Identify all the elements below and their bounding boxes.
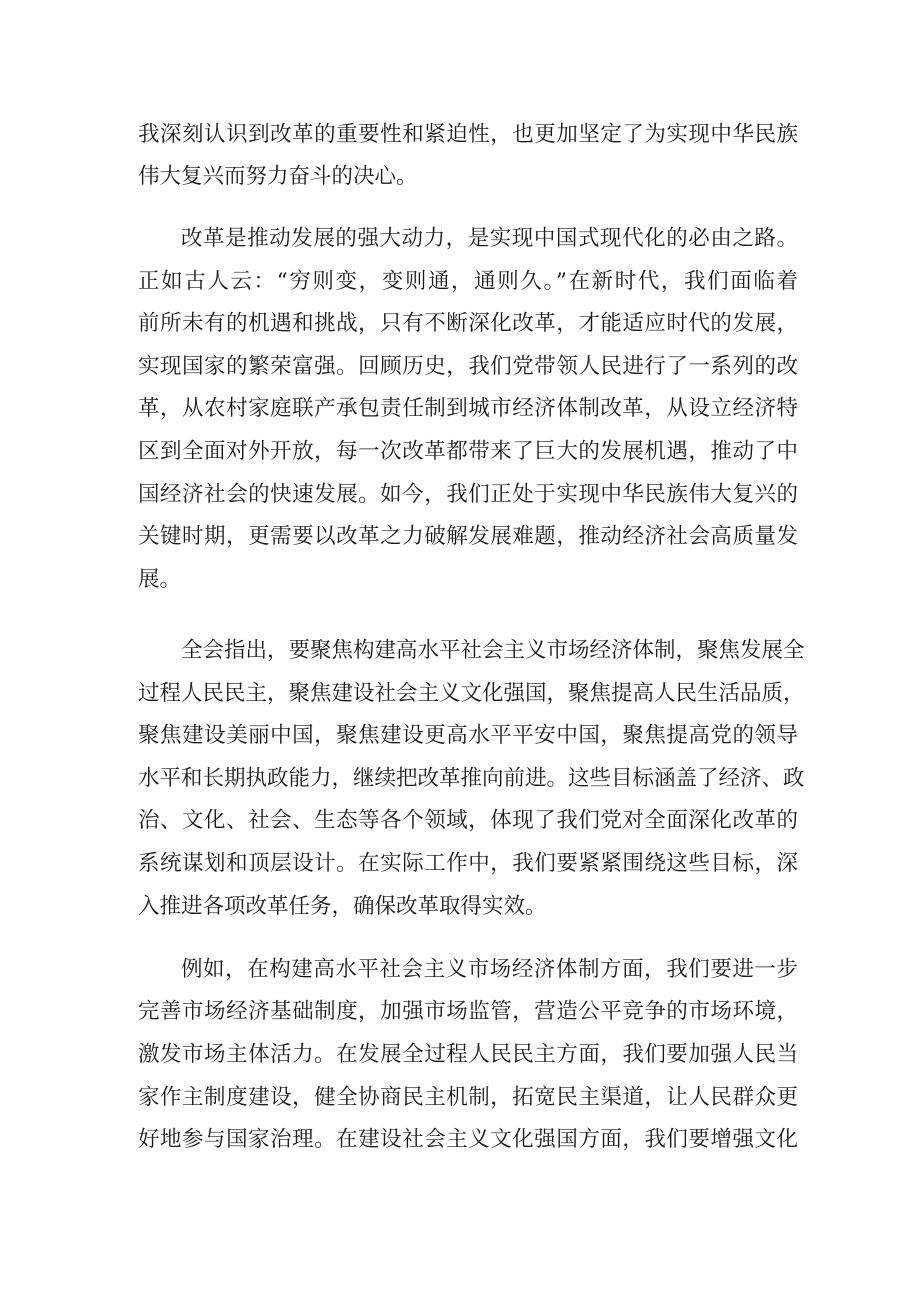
text-line: 例如，在构建高水平社会主义市场经济体制方面，我们要进一步 xyxy=(181,957,798,982)
text-line: 治、文化、社会、生态等各个领域，体现了我们党对全面深化改革的 xyxy=(138,808,798,833)
text-line: 完善市场经济基础制度，加强市场监管，营造公平竞争的市场环境， xyxy=(138,999,798,1024)
text-line: 革，从农村家庭联产承包责任制到城市经济体制改革，从设立经济特 xyxy=(138,396,798,421)
text-line: 前所未有的机遇和挑战，只有不断深化改革，才能适应时代的发展， xyxy=(138,311,798,336)
text-line: 伟大复兴而努力奋斗的决心。 xyxy=(138,164,418,189)
text-line: 家作主制度建设，健全协商民主机制，拓宽民主渠道，让人民群众更 xyxy=(138,1085,798,1110)
text-line: 聚焦建设美丽中国，聚焦建设更高水平平安中国，聚焦提高党的领导 xyxy=(138,723,798,748)
text-line: 过程人民民主，聚焦建设社会主义文化强国，聚焦提高人民生活品质， xyxy=(138,681,805,706)
text-line: 全会指出，要聚焦构建高水平社会主义市场经济体制，聚焦发展全 xyxy=(181,638,805,663)
text-line: 区到全面对外开放，每一次改革都带来了巨大的发展机遇，推动了中 xyxy=(138,439,798,464)
text-line: 国经济社会的快速发展。如今，我们正处于实现中华民族伟大复兴的 xyxy=(138,482,798,507)
text-line: 正如古人云：“穷则变，变则通，通则久。”在新时代，我们面临着 xyxy=(138,269,798,294)
text-line: 系统谋划和顶层设计。在实际工作中，我们要紧紧围绕这些目标，深 xyxy=(138,851,798,876)
text-line: 激发市场主体活力。在发展全过程人民民主方面，我们要加强人民当 xyxy=(138,1042,798,1067)
text-line: 入推进各项改革任务，确保改革取得实效。 xyxy=(138,894,547,919)
text-line: 展。 xyxy=(138,567,182,592)
text-line: 改革是推动发展的强大动力，是实现中国式现代化的必由之路。 xyxy=(181,226,798,251)
text-line: 水平和长期执政能力，继续把改革推向前进。这些目标涵盖了经济、政 xyxy=(138,766,805,791)
text-line: 好地参与国家治理。在建设社会主义文化强国方面，我们要增强文化 xyxy=(138,1127,798,1152)
text-line: 实现国家的繁荣富强。回顾历史，我们党带领人民进行了一系列的改 xyxy=(138,354,798,379)
text-line: 我深刻认识到改革的重要性和紧迫性，也更加坚定了为实现中华民族 xyxy=(138,122,798,147)
text-line: 关键时期，更需要以改革之力破解发展难题，推动经济社会高质量发 xyxy=(138,524,798,549)
